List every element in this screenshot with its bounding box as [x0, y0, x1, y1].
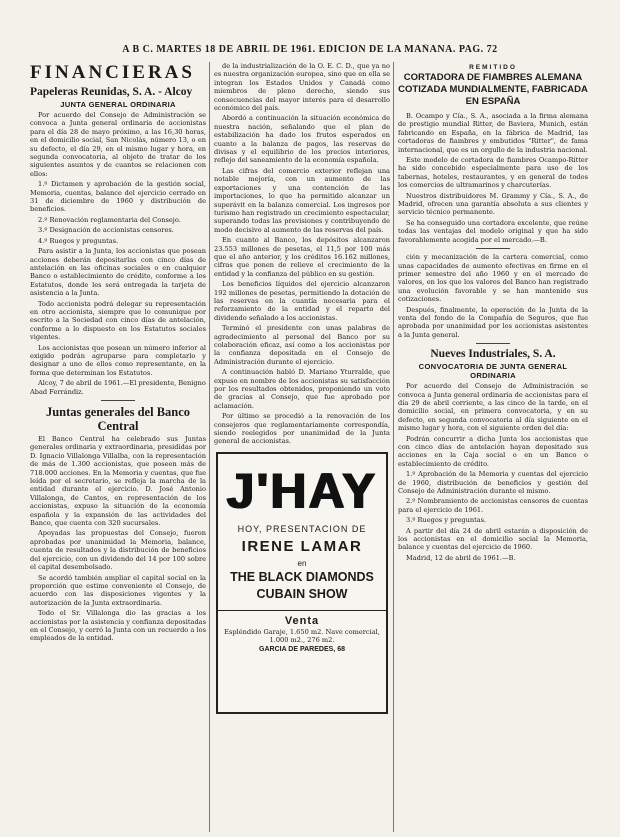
- paragraph: Nuestros distribuidores M. Grammy y Cía., S. A., de Madrid, ofrecen una garantía absoluta a sus clientes y servicio técnico permanente.: [398, 191, 588, 217]
- column-2: [214, 62, 390, 832]
- divider: [101, 400, 135, 401]
- paragraph: 2.º Renovación reglamentaria del Consejo.: [38, 215, 181, 224]
- paragraph: B. Ocampo y Cía., S. A., asociada a la firma alemana de prestigio mundial Ritter, de Baviera, Munich, están fabricando en España, en la fábrica de Madrid, las cortadoras de fiambres y embutidos "Ritter", de fama internacional, que es un orgullo de la industria nacional.: [398, 112, 588, 154]
- paragraph: En cuanto al Banco, los depósitos alcanzaron 23.553 millones de pesetas, el 11,5 por 100 más que el año anterior, y los créditos 16.162 millones, cifras que ponen de relieve el crecimiento de la entidad y la confianza del público en su gestión.: [214, 236, 390, 278]
- column-3: [398, 62, 588, 832]
- paragraph: 3.º Ruegos y preguntas.: [406, 516, 487, 525]
- paragraph: Después, finalmente, la operación de la Junta de la venta del fondo de la Compañía de Seguros, que fue aprobada por unanimidad por los accionistas asistentes a la Junta general.: [398, 305, 588, 339]
- paragraph: Por acuerdo del Consejo de Administración se convoca a Junta general ordinaria de accionistas para el día 28 de mayo próximo, a las 16,30 horas, en el domicilio social, San Nicolás, número 13, o en su defecto, el día 29, en el mismo lugar y hora, en segunda convocatoria, al objeto de tratar de los siguientes asuntos y de cuantos se relacionen con ellos:: [30, 111, 206, 178]
- article-body: [398, 112, 588, 244]
- paragraph: El Banco Central ha celebrado sus Juntas generales ordinaria y extraordinaria, presididas por D. Ignacio Villalonga Villalba, con la representación de más de 1.300 accionistas, que poseen más de 718.000 acciones. En la Memoria y cuentas, que fue leída por el secretario, se refleja la marcha de la entidad durante el ejercicio. D. José Antonio Villalonga, de Cantos, en representación de los accionistas, expuso la situación de la economía española y la expansión de las actividades del Banco, que cuenta con 320 sucursales.: [30, 435, 206, 528]
- signature: Madrid, 12 de abril de 1961.—B.: [406, 553, 516, 562]
- ad-star-name: IRENE LAMAR: [241, 537, 363, 555]
- paragraph: ción y mecanización de la cartera comercial, como unas capacidades de aumento efectivas en firme en el primer semestre del año 1960 y en el mercado de valores, en los que los valores del Banco han registrado una evolución favorable y se han mantenido sus cotizaciones.: [398, 253, 588, 304]
- advertisement: [216, 452, 388, 714]
- paragraph: de la industrialización de la O. E. C. D., que ya no es nuestra organización europea, sino que en ella se integran los Estados Unidos y Canadá como miembros de pleno derecho, siendo sus consecuencias del mayor interés para el desarrollo económico del país.: [214, 62, 390, 113]
- article-body: [30, 435, 206, 643]
- section-title: FINANCIERAS: [30, 62, 195, 83]
- ad-show-title: THE BLACK DIAMONDS: [230, 569, 374, 584]
- article-subtitle: CONVOCATORIA DE JUNTA GENERAL ORDINARIA: [418, 362, 568, 381]
- article-body: [398, 253, 588, 339]
- paragraph: Los accionistas que posean un número inferior al exigido podrán agruparse para completarlo y designar a uno de ellos como representante, en la forma que determinan los Estatutos.: [30, 343, 206, 377]
- column-rule-right: [393, 62, 394, 832]
- paragraph: A partir del día 24 de abril estarán a disposición de los accionistas en el domicilio social la Memoria, balance y cuentas del ejercicio de 1960.: [398, 526, 588, 552]
- classified-title: Venta: [284, 614, 320, 627]
- article-body: [30, 111, 206, 396]
- kicker: REMITIDO: [469, 64, 517, 71]
- paragraph: 3.º Designación de accionistas censores.: [38, 226, 174, 235]
- column-rule-left: [209, 62, 210, 832]
- classified-text: Espléndido Garaje, 1.650 m2. Nave comercial, 1.000 m2., 276 m2.: [224, 627, 380, 645]
- ad-show-subtitle: CUBAIN SHOW: [256, 586, 348, 601]
- paragraph: Este modelo de cortadora de fiambres Ocampo-Ritter ha sido concebido especialmente para uso de los tabernas, hoteles, restaurantes, y en general de todos los comercios de ultramarinos y charcuterías.: [398, 156, 588, 190]
- column-1: [30, 62, 206, 832]
- article-body: [214, 62, 390, 446]
- divider: [476, 248, 510, 249]
- paragraph: 1.º Aprobación de la Memoria y cuentas del ejercicio de 1960, distribución de beneficios y gestión del Consejo de Administración durante el mismo.: [398, 470, 588, 496]
- paragraph: Abordó a continuación la situación económica de nuestra nación, señalando que el plan de estabilización ha dado los frutos esperados en cuanto a la balanza de pagos, las reservas de divisas y el equilibrio de los precios interiores, reflejo del saneamiento de la economía española.: [214, 114, 390, 165]
- paragraph: Los beneficios líquidos del ejercicio alcanzaron 192 millones de pesetas, permitiendo la dotación de las reservas en la cuantía necesaria para el reforzamiento de la entidad y el reparto del dividendo señalado a los accionistas.: [214, 280, 390, 322]
- paragraph: Por acuerdo del Consejo de Administración se convoca a Junta general ordinaria de accionistas para el día 29 de abril corriente, a las cinco de la tarde, en el domicilio social, en primera convocatoria, y en su defecto, en segunda convocatoria al día siguiente en el mismo lugar y hora, con el siguiente orden del día:: [398, 382, 588, 433]
- page-header: A B C. MARTES 18 DE ABRIL DE 1961. EDICION DE LA MAÑANA. PAG. 72: [122, 44, 498, 55]
- paragraph: Se acordó también ampliar el capital social en la proporción que estime conveniente el Consejo, de acuerdo con las disposiciones vigentes y la autorización de la Junta extraordinaria.: [30, 573, 206, 607]
- paragraph: Las cifras del comercio exterior reflejan una notable mejoría, con un aumento de las exportaciones y una contención de las importaciones, lo que ha permitido alcanzar un superávit en la balanza comercial. Los ingresos por turismo han registrado un crecimiento espectacular, superando todas las previsiones y contribuyendo de modo decisivo al aumento de las reservas del país.: [214, 166, 390, 234]
- paragraph: Por último se procedió a la renovación de los consejeros que reglamentariamente correspondía, siendo reelegidos por unanimidad de la Junta general de accionistas.: [214, 412, 390, 446]
- paragraph: 4.º Ruegos y preguntas.: [38, 236, 119, 245]
- headline: CORTADORA DE FIAMBRES ALEMANA COTIZADA MUNDIALMENTE, FABRICADA EN ESPAÑA: [398, 72, 588, 107]
- paragraph: Podrán concurrir a dicha Junta los accionistas que con cinco días de antelación hayan depositado sus acciones en la Caja social o en un Banco o establecimiento de crédito.: [398, 434, 588, 468]
- article-title: Papeleras Reunidas, S. A. - Alcoy: [30, 86, 193, 98]
- classified-contact: GARCIA DE PAREDES, 68: [259, 645, 345, 653]
- paragraph: 1.º Dictamen y aprobación de la gestión social, Memoria, cuentas, balance del ejercicio cerrado en 31 de diciembre de 1960 y distribución de beneficios.: [30, 180, 206, 214]
- article-body: [398, 382, 588, 562]
- classified-box: [218, 610, 386, 653]
- paragraph: Apoyadas las propuestas del Consejo, fueron aprobadas por unanimidad la Memoria, balance, cuenta de resultados y la distribución de beneficios del ejercicio, con un dividendo del 14 por 100 sobre el capital desembolsado.: [30, 529, 206, 572]
- paragraph: Para asistir a la Junta, los accionistas que posean acciones deberán depositarlas con cinco días de antelación en las oficinas sociales o en cualquier Banco o establecimiento de crédito, conforme a los Estatutos, donde les será entregada la tarjeta de asistencia a la Junta.: [30, 247, 206, 298]
- article-subtitle: JUNTA GENERAL ORDINARIA: [60, 100, 176, 109]
- paragraph: 2.º Nombramiento de accionistas censores de cuentas para el ejercicio de 1961.: [398, 497, 588, 514]
- article-title: Nueves Industriales, S. A.: [430, 348, 556, 361]
- ad-logo: J'HAY: [226, 462, 378, 519]
- paragraph: Terminó el presidente con unas palabras de agradecimiento al personal del Banco por su colaboración eficaz, así como a los accionistas por la confianza depositada en el Consejo de Administración durante el ejercicio.: [214, 324, 390, 366]
- ad-connector: en: [297, 558, 307, 568]
- paragraph: A continuación habló D. Mariano Yturralde, que expuso en nombre de los accionistas su satisfacción por los resultados obtenidos, proponiendo un voto de gracias al Consejo, que fue aprobado por aclamación.: [214, 368, 390, 410]
- signature: Alcoy, 7 de abril de 1961.—El presidente, Benigno Abad Ferrándiz.: [30, 379, 206, 396]
- paragraph: Todo accionista podrá delegar su representación en otro accionista, siempre que lo comunique por escrito a la Sociedad con cinco días de antelación, conforme a lo dispuesto en los Estatutos sociales vigentes.: [30, 299, 206, 342]
- ad-tagline: HOY, PRESENTACION DE: [237, 523, 367, 534]
- article-title: Juntas generales del Banco Central: [45, 405, 191, 433]
- divider: [476, 343, 510, 344]
- paragraph: Todo el Sr. Villalonga dio las gracias a los accionistas por la asistencia y confianza depositadas en el Consejo, y cerró la Junta con un recuerdo a los empleados de la entidad.: [30, 609, 206, 643]
- paragraph: Se ha conseguido una cortadora excelente, que reúne todas las ventajas del modelo original y que ha sido favorablemente acogida por el mercado.—B.: [398, 218, 588, 244]
